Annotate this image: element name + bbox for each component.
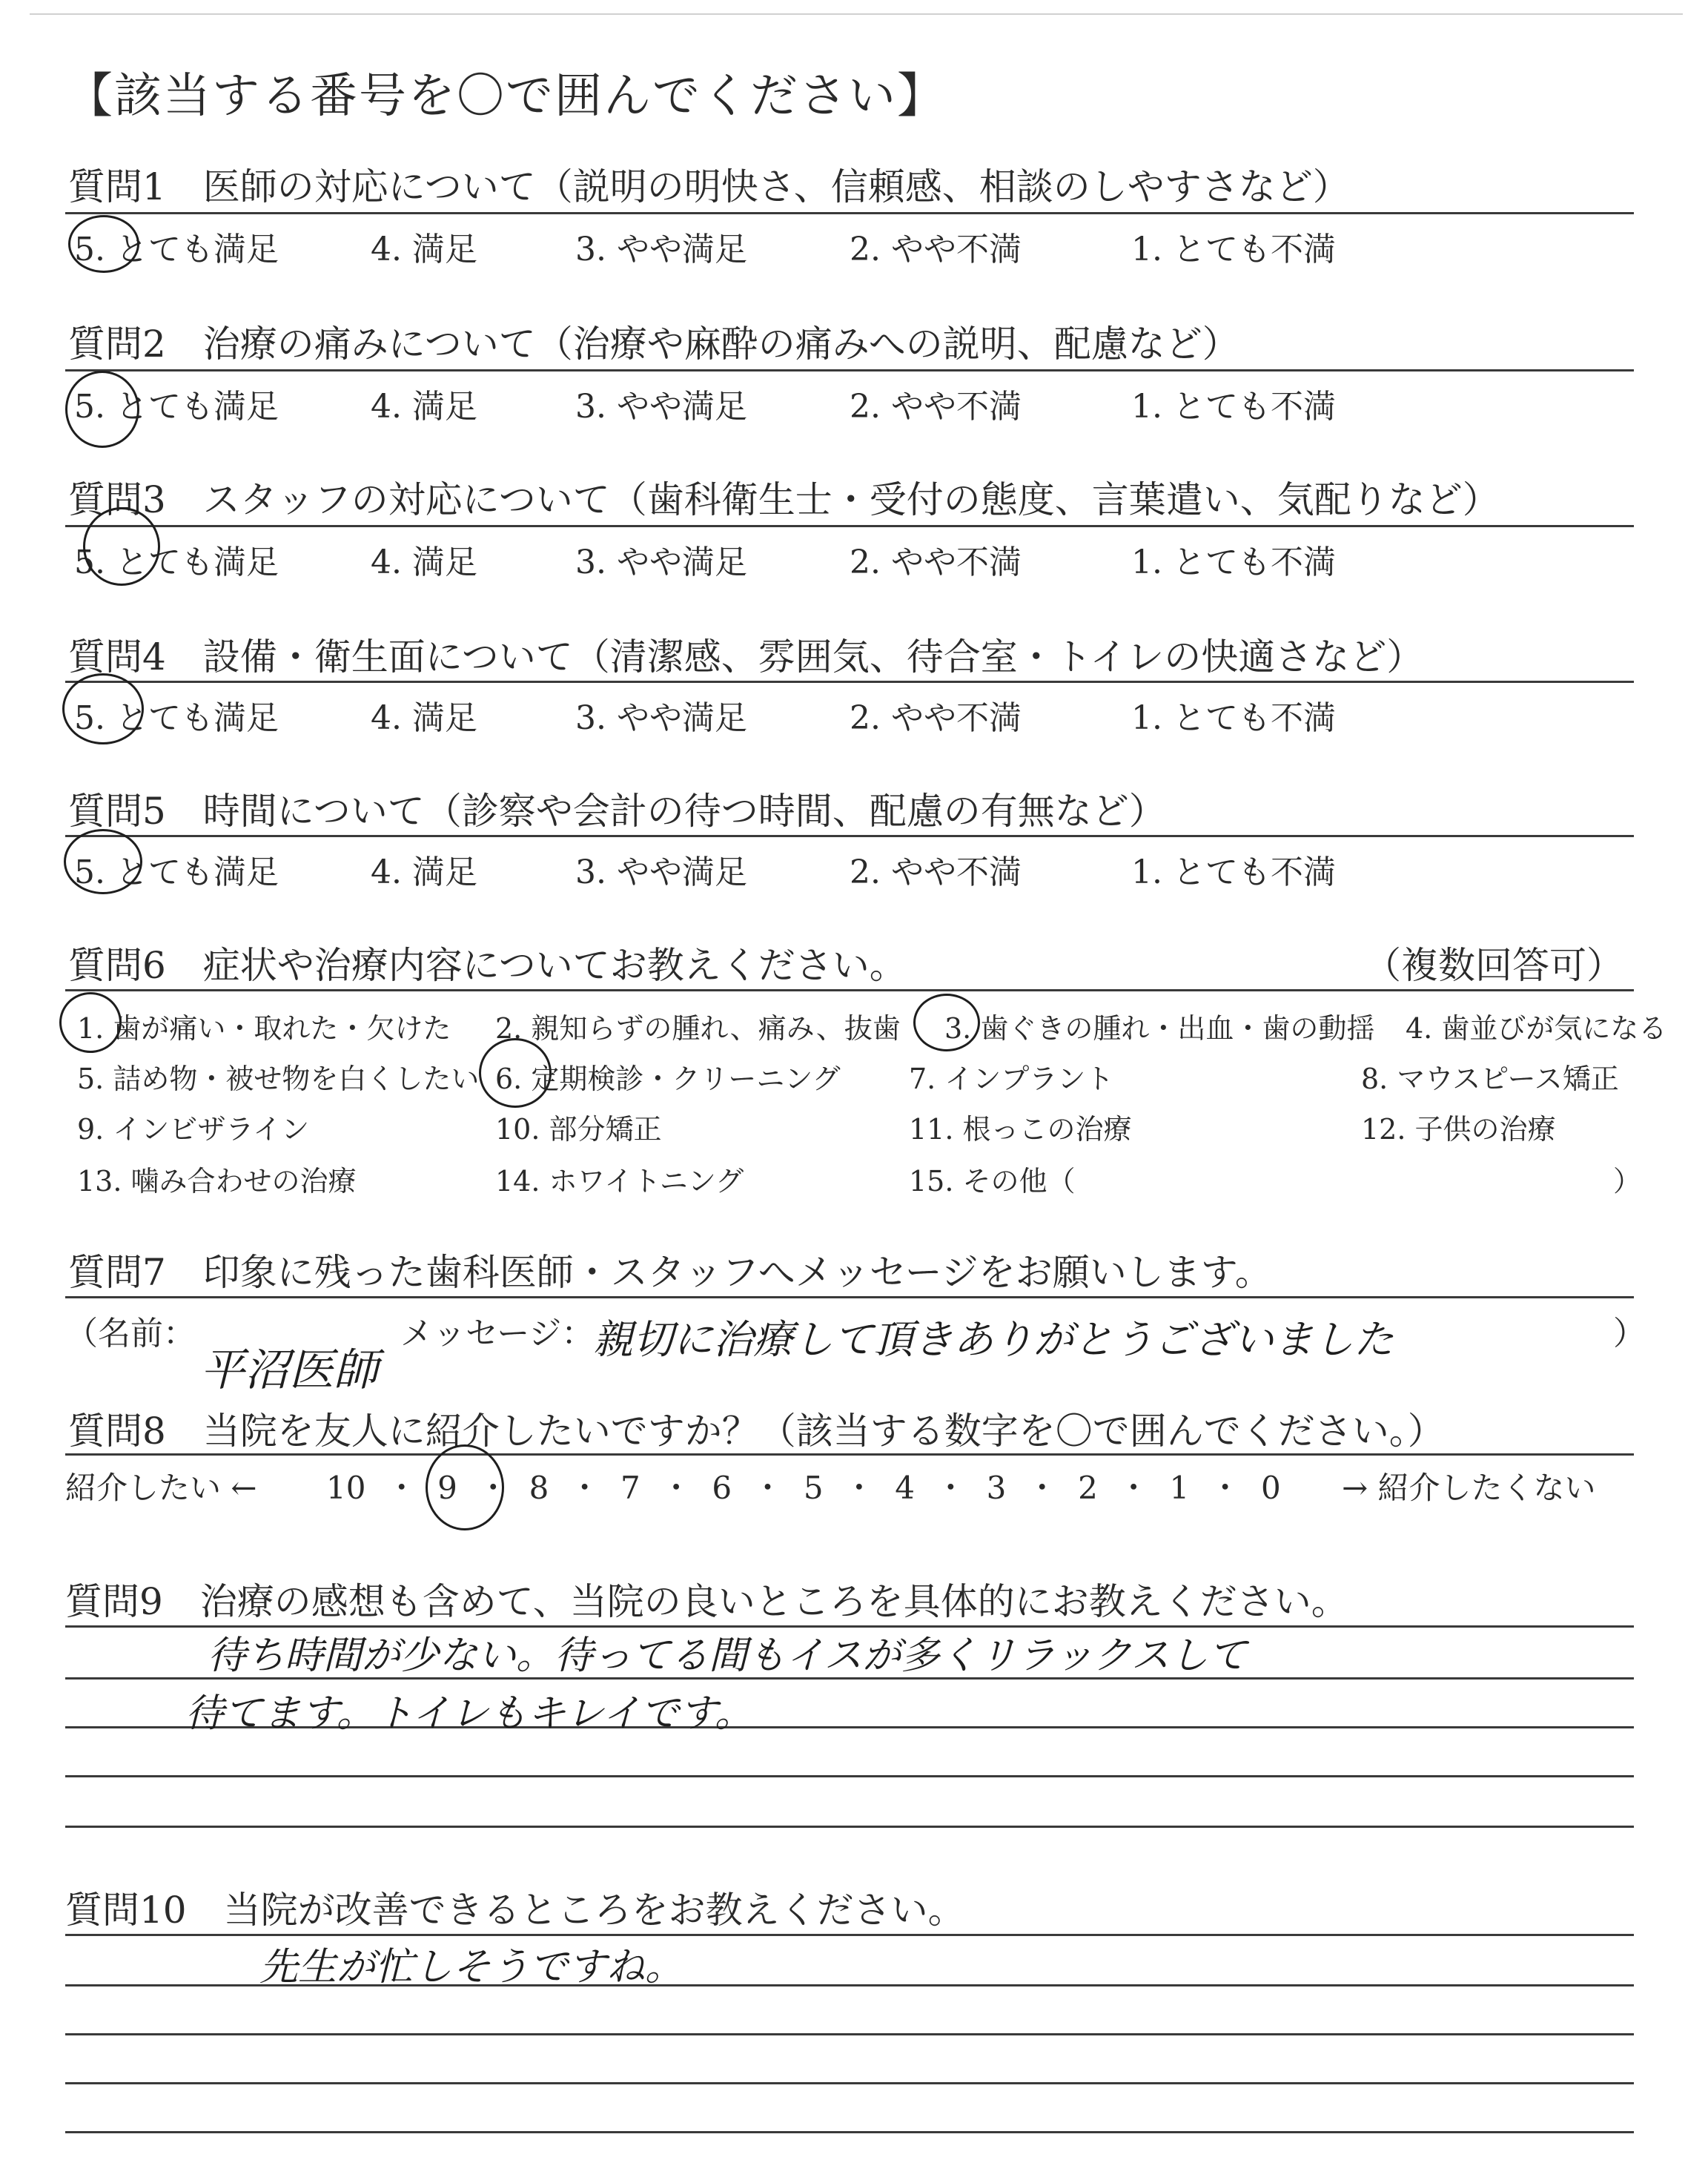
q6-rule <box>65 989 1634 991</box>
q3-opt1[interactable]: 1. とても不満 <box>1131 544 1336 581</box>
form-header: 【該当する番号を〇で囲んでください】 <box>65 69 946 124</box>
q10-title: 質問10 当院が改善できるところをお教えください。 <box>65 1889 965 1932</box>
q3-opt2[interactable]: 2. やや不満 <box>850 544 1022 581</box>
q10-rule-4 <box>65 2082 1634 2084</box>
q7-name-label: （名前： <box>65 1315 196 1353</box>
scan-edge <box>30 13 1683 15</box>
q9-answer-line-1[interactable]: 待ち時間が少ない。待ってる間もイスが多くリラックスして <box>208 1634 1247 1678</box>
q5-opt4[interactable]: 4. 満足 <box>371 853 477 891</box>
q2-rule <box>65 369 1634 371</box>
q2-opt2[interactable]: 2. やや不満 <box>850 388 1022 426</box>
q9-rule-4 <box>65 1775 1634 1777</box>
q4-opt2[interactable]: 2. やや不満 <box>850 699 1022 737</box>
q1-rule <box>65 212 1634 214</box>
q7-rule <box>65 1296 1634 1298</box>
q9-rule-5 <box>65 1826 1634 1828</box>
q6-opt-13[interactable]: 13. 噛み合わせの治療 <box>77 1165 357 1198</box>
q6-opt-2[interactable]: 2. 親知らずの腫れ、痛み、抜歯 <box>495 1012 901 1045</box>
q2-opt3[interactable]: 3. やや満足 <box>575 388 747 426</box>
q6-opt-6[interactable]: 6. 定期検診・クリーニング <box>495 1063 841 1095</box>
q3-opt5[interactable]: 5. とても満足 <box>74 544 279 581</box>
q9-title: 質問9 治療の感想も含めて、当院の良いところを具体的にお教えください。 <box>65 1580 1348 1623</box>
q5-opt1[interactable]: 1. とても不満 <box>1131 853 1336 891</box>
q6-opt-12[interactable]: 12. 子供の治療 <box>1361 1113 1556 1146</box>
q10-answer[interactable]: 先生が忙しそうですね。 <box>259 1945 684 1989</box>
q7-name-handwritten[interactable]: 平沼医師 <box>200 1344 378 1396</box>
q8-right-label: → 紹介したくない <box>1342 1470 1596 1506</box>
q4-opt1[interactable]: 1. とても不満 <box>1131 699 1336 737</box>
q6-opt-11[interactable]: 11. 根っこの治療 <box>909 1113 1132 1146</box>
q1-opt1[interactable]: 1. とても不満 <box>1131 231 1336 268</box>
q7-message-handwritten[interactable]: 親切に治療して頂きありがとうございました <box>593 1316 1394 1363</box>
q10-rule-3 <box>65 2033 1634 2035</box>
q6-opt-9[interactable]: 9. インビザライン <box>77 1113 310 1146</box>
q6-opt-4[interactable]: 4. 歯並びが気になる <box>1406 1012 1667 1045</box>
q4-title: 質問4 設備・衛生面について（清潔感、雰囲気、待合室・トイレの快適さなど） <box>68 635 1424 678</box>
q2-answer-circle <box>65 371 139 448</box>
q4-rule <box>65 681 1634 683</box>
q6-opt-14[interactable]: 14. ホワイトニング <box>495 1165 744 1198</box>
q3-rule <box>65 525 1634 527</box>
q3-title: 質問3 スタッフの対応について（歯科衛生士・受付の態度、言葉遣い、気配りなど） <box>68 478 1500 521</box>
q1-title: 質問1 医師の対応について（説明の明快さ、信頼感、相談のしやすさなど） <box>68 165 1350 208</box>
q6-circle-6 <box>479 1038 552 1108</box>
q4-opt3[interactable]: 3. やや満足 <box>575 699 747 737</box>
q4-answer-circle <box>62 673 144 744</box>
q4-opt4[interactable]: 4. 満足 <box>371 699 477 737</box>
q6-title: 質問6 症状や治療内容についてお教えください。 <box>68 944 907 987</box>
q7-title: 質問7 印象に残った歯科医師・スタッフへメッセージをお願いします。 <box>68 1251 1272 1294</box>
q8-rule <box>65 1453 1634 1456</box>
q4-opt5[interactable]: 5. とても満足 <box>74 699 279 737</box>
q9-answer-line-2[interactable]: 待てます。トイレもキレイです。 <box>185 1691 753 1736</box>
q6-opt-10[interactable]: 10. 部分矯正 <box>495 1113 662 1146</box>
q2-opt5[interactable]: 5. とても満足 <box>74 388 279 426</box>
q1-opt5[interactable]: 5. とても満足 <box>74 231 279 268</box>
q1-opt4[interactable]: 4. 満足 <box>371 231 477 268</box>
q6-opt-5[interactable]: 5. 詰め物・被せ物を白くしたい <box>77 1063 480 1095</box>
q3-opt4[interactable]: 4. 満足 <box>371 544 477 581</box>
q6-circle-1 <box>59 992 122 1053</box>
q3-answer-circle <box>83 507 160 586</box>
q2-opt4[interactable]: 4. 満足 <box>371 388 477 426</box>
q2-opt1[interactable]: 1. とても不満 <box>1131 388 1336 426</box>
q1-answer-circle <box>68 215 139 273</box>
q6-opt-3[interactable]: 3. 歯ぐきの腫れ・出血・歯の動揺 <box>944 1012 1375 1045</box>
q1-opt2[interactable]: 2. やや不満 <box>850 231 1022 268</box>
q6-opt-15[interactable]: 15. その他（ <box>909 1165 1076 1198</box>
q5-title: 質問5 時間について（診察や会計の待つ時間、配慮の有無など） <box>68 790 1166 833</box>
q2-title: 質問2 治療の痛みについて（治療や麻酔の痛みへの説明、配慮など） <box>68 323 1239 366</box>
q8-selected-circle <box>426 1444 504 1530</box>
q6-opt-15-close: ） <box>1613 1165 1642 1198</box>
q1-opt3[interactable]: 3. やや満足 <box>575 231 747 268</box>
q6-opt-8[interactable]: 8. マウスピース矯正 <box>1361 1063 1619 1095</box>
q6-note: （複数回答可） <box>1364 944 1623 987</box>
q8-left-label: 紹介したい ← <box>65 1470 257 1506</box>
q5-opt2[interactable]: 2. やや不満 <box>850 853 1022 891</box>
q7-message-label: メッセージ： <box>400 1315 595 1353</box>
q5-answer-circle <box>64 829 142 894</box>
q6-circle-3 <box>913 994 980 1051</box>
q8-scale[interactable]: 10 ・ 9 ・ 8 ・ 7 ・ 6 ・ 5 ・ 4 ・ 3 ・ 2 ・ 1 ・ 0 <box>326 1470 1281 1506</box>
q6-opt-1[interactable]: 1. 歯が痛い・取れた・欠けた <box>77 1012 451 1045</box>
q3-opt3[interactable]: 3. やや満足 <box>575 544 747 581</box>
q5-rule <box>65 835 1634 837</box>
q6-opt-7[interactable]: 7. インプラント <box>909 1063 1114 1095</box>
q8-title: 質問8 当院を友人に紹介したいですか？（該当する数字を〇で囲んでください。） <box>68 1410 1445 1453</box>
q7-close-paren: ） <box>1613 1315 1646 1353</box>
q5-opt5[interactable]: 5. とても満足 <box>74 853 279 891</box>
q5-opt3[interactable]: 3. やや満足 <box>575 853 747 891</box>
q10-rule-5 <box>65 2131 1634 2133</box>
